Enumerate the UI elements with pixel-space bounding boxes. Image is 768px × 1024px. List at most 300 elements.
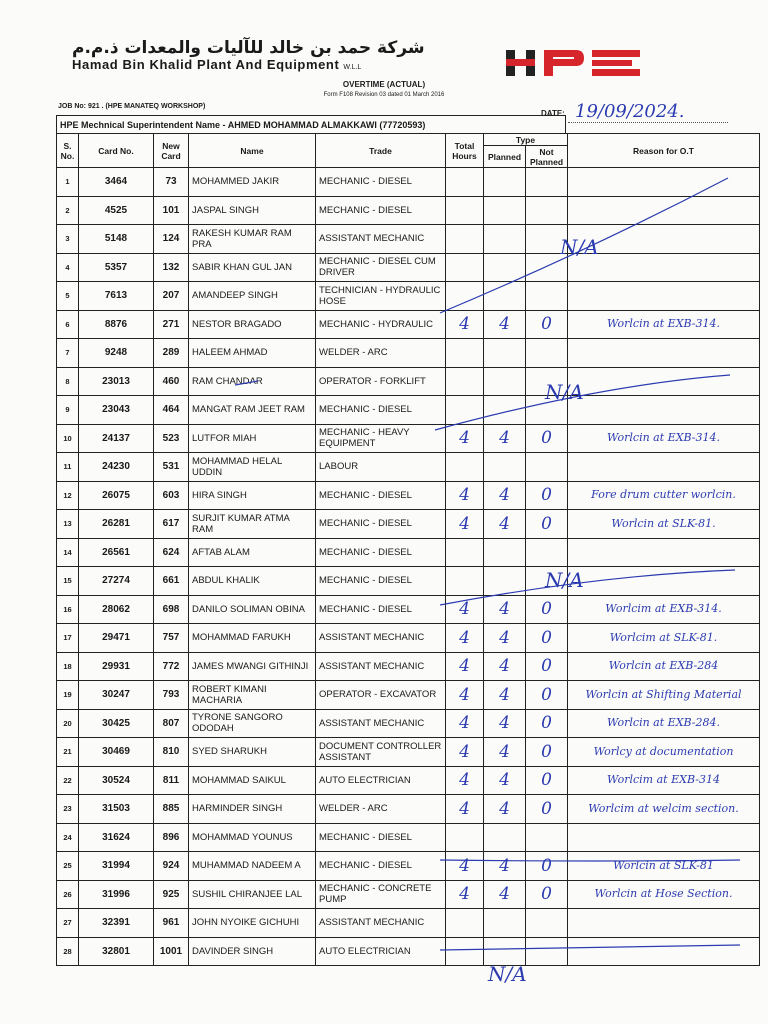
row-name: AMANDEEP SINGH [189, 282, 316, 311]
table-row [57, 538, 760, 567]
row-card-no: 29471 [79, 624, 154, 653]
table-row [57, 168, 760, 197]
row-new-card: 661 [154, 567, 189, 596]
row-name: SYED SHARUKH [189, 738, 316, 767]
company-suffix: W.L.L [343, 64, 362, 71]
row-not-planned: 0 [526, 852, 568, 881]
row-sno: 6 [57, 310, 79, 339]
row-new-card: 617 [154, 510, 189, 539]
row-new-card: 896 [154, 823, 189, 852]
row-planned: 4 [484, 795, 526, 824]
row-name: JASPAL SINGH [189, 196, 316, 225]
row-not-planned: 0 [526, 880, 568, 909]
row-card-no: 8876 [79, 310, 154, 339]
row-not-planned: 0 [526, 595, 568, 624]
row-sno: 21 [57, 738, 79, 767]
table-row [57, 225, 760, 254]
row-not-planned: 0 [526, 766, 568, 795]
row-new-card: 460 [154, 367, 189, 396]
row-name: SURJIT KUMAR ATMA RAM [189, 510, 316, 539]
row-trade: TECHNICIAN - HYDRAULIC HOSE [316, 282, 446, 311]
row-reason: Worlcim at SLK-81. [568, 624, 760, 653]
row-total-hours [446, 196, 484, 225]
row-trade: AUTO ELECTRICIAN [316, 766, 446, 795]
col-name: Name [189, 134, 316, 168]
row-card-no: 27274 [79, 567, 154, 596]
hpe-logo-mark [506, 50, 640, 76]
row-not-planned [526, 538, 568, 567]
row-trade: ASSISTANT MECHANIC [316, 624, 446, 653]
row-planned [484, 823, 526, 852]
row-trade: ASSISTANT MECHANIC [316, 652, 446, 681]
row-reason: Worlcin at EXB-314. [568, 310, 760, 339]
row-trade: MECHANIC - DIESEL [316, 823, 446, 852]
row-total-hours [446, 823, 484, 852]
row-reason [568, 396, 760, 425]
row-new-card: 271 [154, 310, 189, 339]
row-trade: MECHANIC - DIESEL [316, 852, 446, 881]
row-not-planned [526, 196, 568, 225]
row-total-hours: 4 [446, 510, 484, 539]
row-sno: 23 [57, 795, 79, 824]
row-sno: 12 [57, 481, 79, 510]
row-sno: 7 [57, 339, 79, 368]
row-planned: 4 [484, 310, 526, 339]
row-reason: Worlcin at EXB-314. [568, 424, 760, 453]
row-name: MOHAMMAD SAIKUL [189, 766, 316, 795]
row-sno: 13 [57, 510, 79, 539]
row-new-card: 523 [154, 424, 189, 453]
table-header [57, 134, 760, 168]
row-sno: 9 [57, 396, 79, 425]
row-new-card: 73 [154, 168, 189, 197]
row-planned: 4 [484, 880, 526, 909]
form-header [0, 0, 768, 122]
row-name: SABIR KHAN GUL JAN [189, 253, 316, 282]
row-reason [568, 538, 760, 567]
table-row [57, 481, 760, 510]
row-card-no: 32801 [79, 937, 154, 966]
row-name: RAM CHANDAR [189, 367, 316, 396]
row-card-no: 5357 [79, 253, 154, 282]
row-planned: 4 [484, 424, 526, 453]
row-not-planned [526, 453, 568, 482]
row-sno: 26 [57, 880, 79, 909]
row-total-hours: 4 [446, 880, 484, 909]
row-reason [568, 168, 760, 197]
row-planned [484, 282, 526, 311]
row-card-no: 28062 [79, 595, 154, 624]
row-name: MANGAT RAM JEET RAM [189, 396, 316, 425]
row-card-no: 29931 [79, 652, 154, 681]
row-not-planned [526, 909, 568, 938]
row-new-card: 810 [154, 738, 189, 767]
row-trade: MECHANIC - DIESEL [316, 481, 446, 510]
row-sno: 1 [57, 168, 79, 197]
row-card-no: 23043 [79, 396, 154, 425]
row-not-planned: 0 [526, 681, 568, 710]
row-trade: MECHANIC - HEAVY EQUIPMENT [316, 424, 446, 453]
row-name: NESTOR BRAGADO [189, 310, 316, 339]
table-row [57, 880, 760, 909]
row-new-card: 793 [154, 681, 189, 710]
row-not-planned [526, 168, 568, 197]
form-subtitle: Form F108 Revision 03 dated 01 March 2016 [323, 92, 445, 98]
row-not-planned [526, 339, 568, 368]
row-name: ROBERT KIMANI MACHARIA [189, 681, 316, 710]
row-reason: Worlcin at EXB-284 [568, 652, 760, 681]
table-row [57, 624, 760, 653]
row-name: LUTFOR MIAH [189, 424, 316, 453]
row-card-no: 30524 [79, 766, 154, 795]
row-trade: MECHANIC - DIESEL [316, 196, 446, 225]
row-reason: Worlcim at EXB-314. [568, 595, 760, 624]
row-total-hours [446, 282, 484, 311]
row-reason: Fore drum cutter worlcin. [568, 481, 760, 510]
row-new-card: 885 [154, 795, 189, 824]
col-total-hours: Total Hours [446, 134, 484, 168]
row-reason: Worlcin at Hose Section. [568, 880, 760, 909]
table-row [57, 852, 760, 881]
row-not-planned: 0 [526, 310, 568, 339]
row-card-no: 26561 [79, 538, 154, 567]
na-mark-rows-14-15: N/A [545, 568, 584, 592]
col-type: Type [484, 134, 568, 146]
row-new-card: 132 [154, 253, 189, 282]
row-planned: 4 [484, 852, 526, 881]
row-card-no: 4525 [79, 196, 154, 225]
row-name: TYRONE SANGORO ODODAH [189, 709, 316, 738]
table-body [57, 168, 760, 966]
row-not-planned: 0 [526, 652, 568, 681]
row-total-hours: 4 [446, 424, 484, 453]
row-reason [568, 567, 760, 596]
row-trade: MECHANIC - DIESEL [316, 396, 446, 425]
row-planned [484, 196, 526, 225]
row-reason [568, 196, 760, 225]
row-card-no: 30469 [79, 738, 154, 767]
table-row [57, 196, 760, 225]
row-new-card: 464 [154, 396, 189, 425]
row-total-hours [446, 253, 484, 282]
row-trade: DOCUMENT CONTROLLER ASSISTANT [316, 738, 446, 767]
row-total-hours [446, 453, 484, 482]
row-reason [568, 367, 760, 396]
row-total-hours: 4 [446, 795, 484, 824]
row-card-no: 5148 [79, 225, 154, 254]
row-reason: Worlcim at EXB-314 [568, 766, 760, 795]
row-sno: 3 [57, 225, 79, 254]
company-name-text: Hamad Bin Khalid Plant And Equipment [72, 57, 340, 72]
row-trade: MECHANIC - DIESEL [316, 567, 446, 596]
row-trade: OPERATOR - EXCAVATOR [316, 681, 446, 710]
table-row [57, 681, 760, 710]
row-reason [568, 282, 760, 311]
row-sno: 11 [57, 453, 79, 482]
row-card-no: 23013 [79, 367, 154, 396]
row-name: MUHAMMAD NADEEM A [189, 852, 316, 881]
col-card: Card No. [79, 134, 154, 168]
na-mark-rows-7-9: N/A [545, 380, 584, 404]
row-total-hours: 4 [446, 681, 484, 710]
row-card-no: 3464 [79, 168, 154, 197]
row-sno: 28 [57, 937, 79, 966]
row-total-hours [446, 339, 484, 368]
table-row [57, 937, 760, 966]
row-total-hours [446, 567, 484, 596]
row-not-planned: 0 [526, 624, 568, 653]
row-sno: 25 [57, 852, 79, 881]
row-sno: 5 [57, 282, 79, 311]
table-row [57, 253, 760, 282]
row-new-card: 624 [154, 538, 189, 567]
row-name: MOHAMMAD FARUKH [189, 624, 316, 653]
row-planned: 4 [484, 652, 526, 681]
row-name: HARMINDER SINGH [189, 795, 316, 824]
row-total-hours [446, 909, 484, 938]
row-card-no: 30247 [79, 681, 154, 710]
overtime-table [56, 133, 760, 966]
row-sno: 18 [57, 652, 79, 681]
row-new-card: 124 [154, 225, 189, 254]
row-reason: Worlcin at Shifting Material [568, 681, 760, 710]
company-name-arabic: شركة حمد بن خالد للآليات والمعدات ذ.م.م [72, 38, 425, 58]
row-total-hours: 4 [446, 652, 484, 681]
row-sno: 22 [57, 766, 79, 795]
table-row [57, 367, 760, 396]
row-reason: Worlcin at SLK-81 [568, 852, 760, 881]
row-planned: 4 [484, 595, 526, 624]
col-reason: Reason for O.T [568, 134, 760, 168]
overtime-sheet [56, 115, 759, 966]
row-total-hours: 4 [446, 766, 484, 795]
table-row [57, 567, 760, 596]
row-sno: 8 [57, 367, 79, 396]
row-total-hours: 4 [446, 852, 484, 881]
row-trade: MECHANIC - DIESEL [316, 510, 446, 539]
table-row [57, 282, 760, 311]
row-name: DAVINDER SINGH [189, 937, 316, 966]
row-name: MOHAMMED JAKIR [189, 168, 316, 197]
row-trade: MECHANIC - DIESEL CUM DRIVER [316, 253, 446, 282]
row-not-planned [526, 282, 568, 311]
row-new-card: 925 [154, 880, 189, 909]
date-label: DATE: [541, 109, 565, 118]
row-sno: 20 [57, 709, 79, 738]
row-trade: LABOUR [316, 453, 446, 482]
row-planned [484, 253, 526, 282]
row-planned: 4 [484, 681, 526, 710]
row-new-card: 698 [154, 595, 189, 624]
row-total-hours: 4 [446, 738, 484, 767]
row-name: HIRA SINGH [189, 481, 316, 510]
row-new-card: 757 [154, 624, 189, 653]
table-row [57, 424, 760, 453]
row-planned [484, 567, 526, 596]
na-mark-rows-1-5: N/A [560, 235, 599, 259]
row-card-no: 9248 [79, 339, 154, 368]
row-reason [568, 823, 760, 852]
row-planned [484, 168, 526, 197]
row-total-hours: 4 [446, 624, 484, 653]
row-name: RAKESH KUMAR RAM PRA [189, 225, 316, 254]
row-trade: MECHANIC - HYDRAULIC [316, 310, 446, 339]
row-sno: 17 [57, 624, 79, 653]
table-row [57, 909, 760, 938]
na-mark-rows-27-28: N/A [488, 962, 527, 986]
table-row [57, 339, 760, 368]
row-not-planned: 0 [526, 795, 568, 824]
row-total-hours [446, 168, 484, 197]
row-new-card: 961 [154, 909, 189, 938]
row-new-card: 531 [154, 453, 189, 482]
date-value: 19/09/2024. [575, 101, 685, 122]
col-trade: Trade [316, 134, 446, 168]
row-new-card: 289 [154, 339, 189, 368]
row-total-hours [446, 225, 484, 254]
job-number: JOB No: 921 . (HPE MANATEQ WORKSHOP) [58, 103, 206, 110]
row-sno: 27 [57, 909, 79, 938]
row-planned: 4 [484, 738, 526, 767]
row-not-planned: 0 [526, 510, 568, 539]
row-name: MOHAMMAD HELAL UDDIN [189, 453, 316, 482]
row-total-hours: 4 [446, 709, 484, 738]
row-planned: 4 [484, 510, 526, 539]
table-row [57, 795, 760, 824]
row-reason [568, 909, 760, 938]
row-planned [484, 225, 526, 254]
row-card-no: 31994 [79, 852, 154, 881]
table-row [57, 766, 760, 795]
row-not-planned: 0 [526, 709, 568, 738]
row-card-no: 24230 [79, 453, 154, 482]
row-name: JAMES MWANGI GITHINJI [189, 652, 316, 681]
row-trade: WELDER - ARC [316, 339, 446, 368]
row-planned: 4 [484, 624, 526, 653]
row-card-no: 31624 [79, 823, 154, 852]
row-new-card: 772 [154, 652, 189, 681]
company-name-english [72, 57, 361, 72]
row-reason: Worlcin at EXB-284. [568, 709, 760, 738]
row-trade: MECHANIC - CONCRETE PUMP [316, 880, 446, 909]
hpe-logo [504, 42, 644, 82]
row-new-card: 1001 [154, 937, 189, 966]
row-trade: AUTO ELECTRICIAN [316, 937, 446, 966]
row-reason [568, 453, 760, 482]
row-new-card: 603 [154, 481, 189, 510]
row-planned [484, 396, 526, 425]
table-row [57, 396, 760, 425]
row-trade: ASSISTANT MECHANIC [316, 909, 446, 938]
row-trade: MECHANIC - DIESEL [316, 168, 446, 197]
table-row [57, 652, 760, 681]
row-name: HALEEM AHMAD [189, 339, 316, 368]
row-reason [568, 937, 760, 966]
row-trade: MECHANIC - DIESEL [316, 595, 446, 624]
row-name: SUSHIL CHIRANJEE LAL [189, 880, 316, 909]
row-card-no: 26281 [79, 510, 154, 539]
table-row [57, 310, 760, 339]
row-name: DANILO SOLIMAN OBINA [189, 595, 316, 624]
row-total-hours: 4 [446, 595, 484, 624]
row-not-planned: 0 [526, 738, 568, 767]
table-row [57, 453, 760, 482]
row-reason [568, 339, 760, 368]
row-sno: 15 [57, 567, 79, 596]
row-not-planned: 0 [526, 424, 568, 453]
row-reason: Worlcy at documentation [568, 738, 760, 767]
row-card-no: 26075 [79, 481, 154, 510]
row-sno: 19 [57, 681, 79, 710]
table-row [57, 595, 760, 624]
row-reason: Worlcin at SLK-81. [568, 510, 760, 539]
row-trade: WELDER - ARC [316, 795, 446, 824]
row-sno: 2 [57, 196, 79, 225]
row-name: JOHN NYOIKE GICHUHI [189, 909, 316, 938]
row-sno: 24 [57, 823, 79, 852]
supervisor-name: HPE Mechnical Superintendent Name - AHMED MOHAMMAD ALMAKKAWI (77720593) [56, 115, 566, 133]
table-row [57, 823, 760, 852]
row-planned: 4 [484, 766, 526, 795]
row-name: AFTAB ALAM [189, 538, 316, 567]
row-planned [484, 453, 526, 482]
row-new-card: 807 [154, 709, 189, 738]
col-new-card: New Card [154, 134, 189, 168]
row-trade: OPERATOR - FORKLIFT [316, 367, 446, 396]
row-not-planned [526, 937, 568, 966]
table-row [57, 709, 760, 738]
row-total-hours [446, 538, 484, 567]
row-card-no: 31996 [79, 880, 154, 909]
col-sno: S. No. [57, 134, 79, 168]
row-sno: 16 [57, 595, 79, 624]
row-name: MOHAMMAD YOUNUS [189, 823, 316, 852]
table-row [57, 510, 760, 539]
row-name: ABDUL KHALIK [189, 567, 316, 596]
row-planned: 4 [484, 481, 526, 510]
form-title: OVERTIME (ACTUAL) [342, 80, 426, 89]
row-total-hours [446, 937, 484, 966]
row-new-card: 207 [154, 282, 189, 311]
row-new-card: 811 [154, 766, 189, 795]
row-planned [484, 339, 526, 368]
row-trade: ASSISTANT MECHANIC [316, 709, 446, 738]
row-total-hours [446, 396, 484, 425]
row-total-hours: 4 [446, 481, 484, 510]
row-trade: ASSISTANT MECHANIC [316, 225, 446, 254]
row-planned [484, 538, 526, 567]
row-total-hours [446, 367, 484, 396]
row-new-card: 924 [154, 852, 189, 881]
row-planned: 4 [484, 709, 526, 738]
row-card-no: 30425 [79, 709, 154, 738]
row-not-planned: 0 [526, 481, 568, 510]
table-row [57, 738, 760, 767]
col-planned: Planned [484, 146, 526, 168]
row-sno: 4 [57, 253, 79, 282]
row-planned [484, 367, 526, 396]
row-not-planned [526, 823, 568, 852]
row-total-hours: 4 [446, 310, 484, 339]
row-card-no: 32391 [79, 909, 154, 938]
row-planned [484, 909, 526, 938]
row-trade: MECHANIC - DIESEL [316, 538, 446, 567]
row-card-no: 31503 [79, 795, 154, 824]
row-sno: 14 [57, 538, 79, 567]
row-card-no: 7613 [79, 282, 154, 311]
row-sno: 10 [57, 424, 79, 453]
row-card-no: 24137 [79, 424, 154, 453]
